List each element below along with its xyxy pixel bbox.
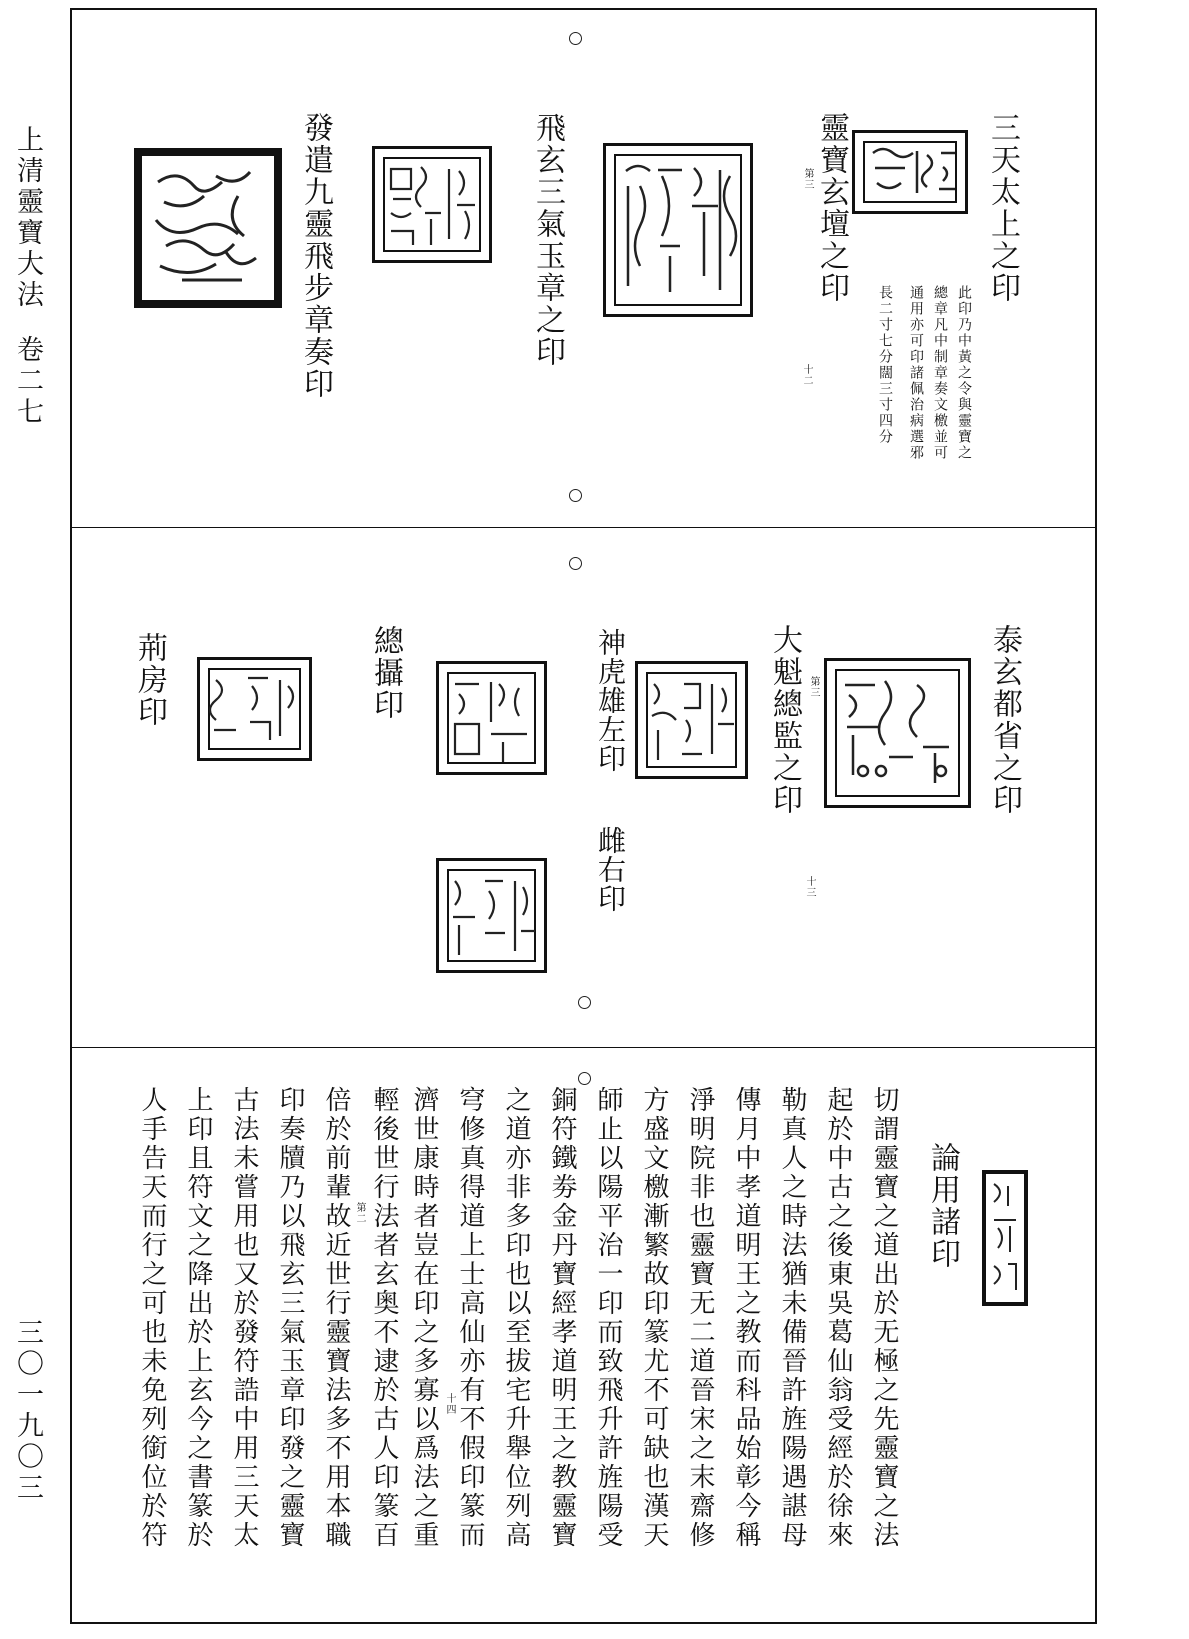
seal-note: 通用亦可印諸佩治病選邪: [908, 285, 924, 461]
section-heading: 論用諸印: [925, 1142, 960, 1270]
seal-image-yuzhang: [603, 143, 753, 317]
page-mark: 十三: [804, 876, 815, 898]
column-label: 第二: [354, 1202, 365, 1224]
register-circle: [569, 557, 582, 570]
body-text-column: 人手告天而行之可也未免列銜位於符: [137, 1086, 167, 1550]
register-circle: [569, 489, 582, 502]
register-circle: [569, 32, 582, 45]
body-text-column: 輕後世行法者玄奥不逮於古人印篆百: [369, 1086, 399, 1550]
body-text-column: 勒真人之時法猶未備晉許旌陽遇諶母: [777, 1086, 807, 1550]
panel-divider-2: [70, 1047, 1097, 1048]
seal-image-sanctian: [852, 130, 968, 214]
register-circle: [578, 1072, 591, 1085]
body-text-column: 銅符鐵劵金丹寶經孝道明王之教靈寶: [547, 1086, 577, 1550]
page-mark: 十二: [801, 364, 812, 386]
seal-note: 此印乃中黃之令與靈寶之: [956, 285, 972, 461]
body-text-column: 方盛文檄漸繁故印篆尤不可缺也漢天: [639, 1086, 669, 1550]
seal-title: 三天太上之印: [985, 112, 1020, 304]
register-circle: [578, 996, 591, 1009]
body-text-column: 印奏牘乃以飛玄三氣玉章印發之靈寶: [275, 1086, 305, 1550]
volume-label: 卷二七: [12, 335, 43, 428]
seal-image-cursive: [134, 148, 282, 308]
body-text-column: 濟世康時者豈在印之多寡以爲法之重: [409, 1086, 439, 1550]
body-text-column: 師止以陽平治一印而致飛升許旌陽受: [593, 1086, 623, 1550]
seal-size-label: 第三: [802, 168, 813, 190]
body-text-column: 上印且符文之降出於上玄今之書篆於: [183, 1086, 213, 1550]
seal-image-shenhu-right: [436, 858, 547, 973]
seal-note: 總章凡中制章奏文檄並可: [932, 285, 948, 461]
seal-title: 雌右印: [594, 826, 627, 913]
seal-image-shenhu-left: [635, 661, 748, 779]
seal-title: 大魁總監之印: [767, 624, 802, 816]
body-text-column: 傳月中孝道明王之教而科品始彰今稱: [731, 1086, 761, 1550]
body-text-column: 古法未嘗用也又於發符誥中用三天太: [229, 1086, 259, 1550]
seal-title: 發遣九靈飛步章奏印: [298, 112, 333, 400]
seal-image-jingfang: [197, 657, 312, 761]
seal-size-label: 第三: [808, 676, 819, 698]
seal-title: 荊房印: [132, 632, 167, 728]
page-number: 三〇一九〇三: [12, 1318, 43, 1504]
panel-divider-1: [70, 527, 1097, 528]
body-text-column: 倍於前輩故近世行靈寶法多不用本職: [321, 1086, 351, 1550]
body-text-column: 淨明院非也靈寶无二道晉宋之末齋修: [685, 1086, 715, 1550]
body-text-column: 穹修真得道上士高仙亦有不假印篆而: [455, 1086, 485, 1550]
seal-title: 泰玄都省之印: [987, 624, 1022, 816]
seal-title: 神虎雄左印: [594, 628, 627, 773]
seal-title: 總攝印: [368, 625, 403, 721]
body-text-column: 起於中古之後東吳葛仙翁受經於徐來: [823, 1086, 853, 1550]
body-text-column: 切謂靈寶之道出於无極之先靈寶之法: [869, 1086, 899, 1550]
page-mark: 十四: [444, 1393, 455, 1415]
seal-image-small: [982, 1170, 1028, 1306]
seal-title: 飛玄三氣玉章之印: [530, 112, 565, 368]
seal-image-zongshe: [436, 661, 547, 775]
book-title: 上清靈寶大法: [12, 125, 43, 311]
seal-image-jiuling: [372, 146, 492, 263]
seal-image-taixuan: [824, 658, 971, 808]
body-text-column: 之道亦非多印也以至拔宅升舉位列高: [501, 1086, 531, 1550]
seal-note: 長二寸七分闊三寸四分: [877, 285, 893, 445]
seal-title: 靈寶玄壇之印: [814, 112, 849, 304]
